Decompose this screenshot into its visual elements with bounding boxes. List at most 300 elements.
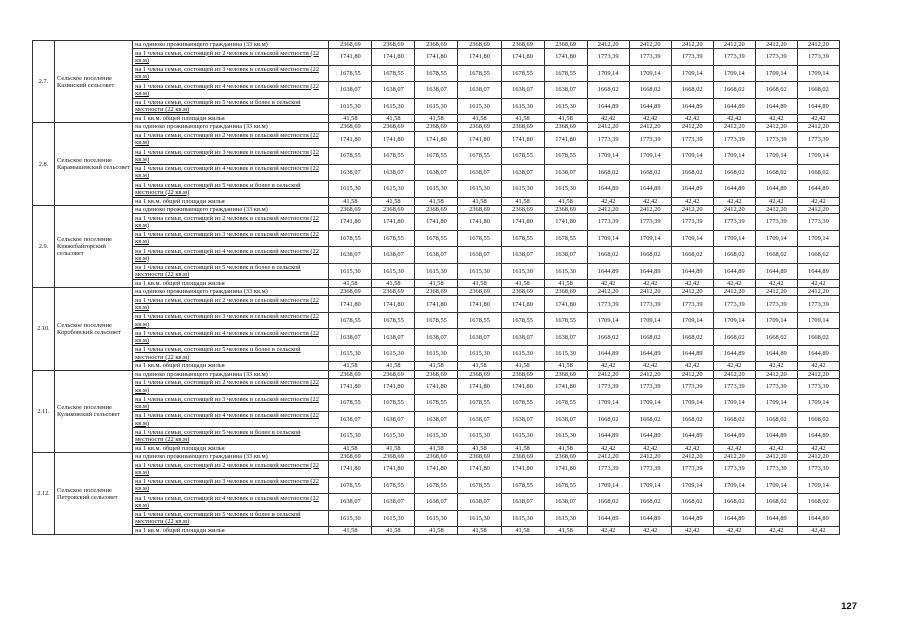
value-cell: 41,58	[415, 362, 458, 370]
value-cell: 41,58	[329, 115, 372, 123]
value-cell: 42,42	[713, 527, 755, 535]
value-cell: 1615,30	[329, 181, 372, 198]
page-number: 127	[841, 601, 857, 612]
value-cell: 2368,69	[544, 288, 587, 296]
value-cell: 1668,02	[713, 411, 755, 428]
value-cell: 2412,20	[755, 288, 797, 296]
value-cell: 2368,69	[329, 41, 372, 49]
document-page	[32, 40, 840, 535]
value-cell: 42,42	[671, 362, 713, 370]
value-cell: 1615,30	[415, 263, 458, 280]
value-cell: 1644,89	[587, 428, 629, 445]
value-cell: 2412,20	[755, 205, 797, 213]
value-cell: 2412,20	[587, 41, 629, 49]
value-cell: 1615,30	[415, 181, 458, 198]
value-cell: 1638,07	[372, 494, 415, 511]
value-cell: 2412,20	[629, 41, 671, 49]
value-cell: 1644,89	[755, 510, 797, 527]
value-cell: 1638,07	[329, 411, 372, 428]
value-cell: 1644,89	[587, 510, 629, 527]
row-label: на 1 члена семьи, состоящей из 5 человек и более в сельской местности (22 кв.м)	[133, 510, 329, 527]
value-cell: 1773,39	[671, 296, 713, 313]
value-cell: 1638,07	[458, 411, 501, 428]
table-row	[33, 494, 840, 511]
row-label: на 1 члена семьи, состоящей из 4 человек в сельской местности (22 кв.м)	[133, 411, 329, 428]
value-cell: 1615,30	[458, 181, 501, 198]
value-cell: 41,58	[544, 444, 587, 452]
value-cell: 42,42	[587, 197, 629, 205]
row-label: на 1 члена семьи, состоящей из 5 человек и более в сельской местности (22 кв.м)	[133, 345, 329, 362]
table-row	[33, 329, 840, 346]
row-label: на 1 члена семьи, состоящей из 4 человек в сельской местности (22 кв.м)	[133, 247, 329, 264]
value-cell: 42,42	[755, 444, 797, 452]
value-cell: 1668,02	[587, 247, 629, 264]
value-cell: 1678,55	[501, 65, 544, 82]
value-cell: 1668,02	[713, 247, 755, 264]
value-cell: 1668,02	[587, 82, 629, 99]
table-row	[33, 164, 840, 181]
value-cell: 1644,89	[797, 428, 839, 445]
row-label: на 1 члена семьи, состоящей из 3 человек в сельской местности (22 кв.м)	[133, 395, 329, 412]
value-cell: 2368,69	[458, 453, 501, 461]
value-cell: 1741,80	[544, 296, 587, 313]
value-cell: 1678,55	[372, 395, 415, 412]
value-cell: 1644,89	[713, 510, 755, 527]
value-cell: 42,42	[797, 197, 839, 205]
value-cell: 1709,14	[671, 148, 713, 165]
value-cell: 1615,30	[372, 98, 415, 115]
value-cell: 1615,30	[501, 181, 544, 198]
value-cell: 41,58	[415, 280, 458, 288]
table-row	[33, 247, 840, 264]
table-row	[33, 296, 840, 313]
settlement-name: Сельское поселение Петровский сельсовет	[55, 453, 133, 535]
value-cell: 1741,80	[329, 49, 372, 66]
value-cell: 2412,20	[587, 453, 629, 461]
value-cell: 42,42	[755, 362, 797, 370]
value-cell: 1638,07	[415, 82, 458, 99]
value-cell: 1615,30	[372, 510, 415, 527]
value-cell: 1638,07	[415, 247, 458, 264]
value-cell: 1668,02	[587, 164, 629, 181]
value-cell: 2412,20	[797, 123, 839, 131]
value-cell: 42,42	[671, 527, 713, 535]
row-label: на 1 члена семьи, состоящей из 3 человек в сельской местности (22 кв.м)	[133, 312, 329, 329]
value-cell: 2368,69	[458, 205, 501, 213]
value-cell: 42,42	[713, 362, 755, 370]
value-cell: 1668,62	[797, 247, 839, 264]
value-cell: 1678,55	[501, 148, 544, 165]
value-cell: 2412,20	[797, 288, 839, 296]
value-cell: 1668,02	[629, 329, 671, 346]
value-cell: 1773,39	[755, 461, 797, 478]
value-cell: 1709,14	[797, 477, 839, 494]
value-cell: 1678,55	[458, 395, 501, 412]
value-cell: 1709,14	[713, 312, 755, 329]
value-cell: 1644,89	[587, 345, 629, 362]
settlement-name: Сельское поселение Карамышевский сельсовет	[55, 123, 133, 205]
value-cell: 1773,39	[755, 131, 797, 148]
value-cell: 42,42	[755, 527, 797, 535]
value-cell: 1644,89	[629, 345, 671, 362]
value-cell: 2368,69	[458, 41, 501, 49]
value-cell: 2368,69	[372, 123, 415, 131]
value-cell: 1741,80	[329, 296, 372, 313]
value-cell: 1615,30	[458, 98, 501, 115]
value-cell: 1741,80	[501, 131, 544, 148]
value-cell: 1709,14	[713, 148, 755, 165]
value-cell: 1615,30	[544, 510, 587, 527]
value-cell: 1709,14	[587, 230, 629, 247]
value-cell: 1668,02	[797, 164, 839, 181]
value-cell: 1678,55	[372, 65, 415, 82]
value-cell: 1615,30	[329, 428, 372, 445]
section-index: 2.8.	[33, 123, 55, 205]
value-cell: 1644,89	[671, 510, 713, 527]
value-cell: 1644,89	[587, 263, 629, 280]
value-cell: 42,42	[713, 280, 755, 288]
value-cell: 1678,55	[415, 395, 458, 412]
row-label: на 1 кв.м. общей площади жилья	[133, 197, 329, 205]
value-cell: 1678,55	[458, 148, 501, 165]
value-cell: 2368,69	[501, 205, 544, 213]
table-row	[33, 82, 840, 99]
value-cell: 1773,39	[797, 378, 839, 395]
value-cell: 1773,39	[797, 214, 839, 231]
value-cell: 1678,55	[544, 395, 587, 412]
value-cell: 2368,69	[329, 205, 372, 213]
value-cell: 42,42	[755, 115, 797, 123]
value-cell: 1773,39	[755, 378, 797, 395]
value-cell: 41,58	[372, 280, 415, 288]
value-cell: 1709,14	[671, 395, 713, 412]
value-cell: 1638,07	[458, 164, 501, 181]
table-row	[33, 230, 840, 247]
value-cell: 41,58	[372, 362, 415, 370]
value-cell: 2368,69	[544, 123, 587, 131]
value-cell: 1678,55	[372, 148, 415, 165]
value-cell: 1644,89	[671, 181, 713, 198]
row-label: на 1 члена семьи, состоящей из 5 человек и более в сельской местности (22 кв.м)	[133, 181, 329, 198]
value-cell: 1638,07	[415, 494, 458, 511]
value-cell: 2368,69	[458, 123, 501, 131]
value-cell: 1615,30	[329, 510, 372, 527]
value-cell: 2412,20	[587, 123, 629, 131]
value-cell: 42,42	[797, 280, 839, 288]
table-row	[33, 41, 840, 49]
value-cell: 1773,39	[629, 378, 671, 395]
table-row	[33, 411, 840, 428]
value-cell: 2368,69	[372, 370, 415, 378]
value-cell: 2412,20	[797, 205, 839, 213]
table-row	[33, 453, 840, 461]
value-cell: 1615,30	[501, 263, 544, 280]
value-cell: 42,42	[587, 527, 629, 535]
value-cell: 1773,39	[587, 378, 629, 395]
value-cell: 1638,07	[501, 247, 544, 264]
value-cell: 1709,14	[755, 148, 797, 165]
value-cell: 1615,30	[415, 345, 458, 362]
value-cell: 1644,89	[629, 181, 671, 198]
value-cell: 1773,39	[671, 378, 713, 395]
value-cell: 1741,80	[501, 461, 544, 478]
row-label: на 1 члена семьи, состоящей из 4 человек в сельской местности (22 кв.м)	[133, 82, 329, 99]
value-cell: 42,42	[671, 197, 713, 205]
table-row	[33, 263, 840, 280]
value-cell: 1773,39	[629, 131, 671, 148]
value-cell: 1615,30	[501, 510, 544, 527]
value-cell: 1709,14	[629, 65, 671, 82]
value-cell: 2368,69	[329, 123, 372, 131]
value-cell: 1615,30	[415, 428, 458, 445]
row-label: на 1 члена семьи, состоящей из 4 человек в сельской местности (22 кв.м)	[133, 494, 329, 511]
value-cell: 1678,55	[329, 395, 372, 412]
value-cell: 1773,39	[671, 131, 713, 148]
value-cell: 2368,69	[329, 453, 372, 461]
value-cell: 1709,14	[629, 148, 671, 165]
value-cell: 1644,89	[797, 181, 839, 198]
value-cell: 1709,14	[629, 230, 671, 247]
value-cell: 41,58	[415, 527, 458, 535]
table-row	[33, 205, 840, 213]
value-cell: 1709,14	[671, 312, 713, 329]
value-cell: 1741,80	[458, 296, 501, 313]
value-cell: 1678,55	[372, 230, 415, 247]
value-cell: 1644,89	[797, 98, 839, 115]
value-cell: 1741,80	[372, 214, 415, 231]
value-cell: 1709,14	[755, 230, 797, 247]
value-cell: 42,42	[629, 444, 671, 452]
value-cell: 2368,69	[415, 205, 458, 213]
value-cell: 1773,39	[587, 49, 629, 66]
value-cell: 1678,55	[544, 65, 587, 82]
value-cell: 1773,39	[587, 131, 629, 148]
value-cell: 1644,89	[587, 181, 629, 198]
value-cell: 2368,69	[544, 205, 587, 213]
row-label: на одиноко проживающего гражданина (33 кв.м)	[133, 288, 329, 296]
table-row	[33, 280, 840, 288]
value-cell: 1615,30	[372, 345, 415, 362]
value-cell: 1615,30	[329, 98, 372, 115]
row-label: на одиноко проживающего гражданина (33 кв.м)	[133, 205, 329, 213]
value-cell: 1668,02	[629, 82, 671, 99]
value-cell: 1615,30	[544, 263, 587, 280]
value-cell: 1668,02	[713, 164, 755, 181]
value-cell: 2368,69	[544, 41, 587, 49]
value-cell: 1668,02	[629, 494, 671, 511]
value-cell: 2412,20	[629, 123, 671, 131]
value-cell: 1615,30	[372, 428, 415, 445]
value-cell: 41,58	[415, 197, 458, 205]
value-cell: 2412,20	[713, 453, 755, 461]
row-label: на 1 члена семьи, состоящей из 5 человек и более в сельской местности (22 кв.м)	[133, 98, 329, 115]
value-cell: 1741,80	[415, 461, 458, 478]
value-cell: 1638,07	[501, 411, 544, 428]
value-cell: 2412,20	[629, 370, 671, 378]
value-cell: 1668,02	[671, 329, 713, 346]
value-cell: 1741,80	[501, 214, 544, 231]
value-cell: 1638,07	[501, 82, 544, 99]
value-cell: 1644,89	[671, 263, 713, 280]
value-cell: 2412,20	[629, 205, 671, 213]
value-cell: 1644,89	[755, 181, 797, 198]
value-cell: 1615,30	[501, 345, 544, 362]
value-cell: 1741,80	[501, 49, 544, 66]
value-cell: 42,42	[629, 527, 671, 535]
value-cell: 1638,07	[329, 329, 372, 346]
value-cell: 41,58	[544, 197, 587, 205]
section-index: 2.7.	[33, 41, 55, 123]
value-cell: 2368,69	[501, 123, 544, 131]
value-cell: 2368,69	[415, 41, 458, 49]
row-label: на одиноко проживающего гражданина (33 кв.м)	[133, 453, 329, 461]
value-cell: 1668,02	[797, 329, 839, 346]
value-cell: 1741,80	[501, 296, 544, 313]
value-cell: 1615,30	[544, 345, 587, 362]
value-cell: 1741,80	[544, 378, 587, 395]
value-cell: 2412,20	[587, 205, 629, 213]
value-cell: 1644,89	[671, 428, 713, 445]
value-cell: 1773,39	[629, 49, 671, 66]
value-cell: 1773,39	[755, 214, 797, 231]
value-cell: 1773,39	[713, 296, 755, 313]
table-row	[33, 510, 840, 527]
value-cell: 1709,14	[797, 395, 839, 412]
value-cell: 1773,39	[587, 461, 629, 478]
value-cell: 1668,02	[671, 82, 713, 99]
value-cell: 1741,80	[329, 214, 372, 231]
value-cell: 42,42	[587, 280, 629, 288]
value-cell: 2368,69	[501, 453, 544, 461]
value-cell: 1668,02	[629, 247, 671, 264]
value-cell: 1678,55	[544, 312, 587, 329]
value-cell: 1678,55	[458, 477, 501, 494]
value-cell: 2412,20	[755, 370, 797, 378]
value-cell: 1773,39	[629, 296, 671, 313]
value-cell: 1644,89	[629, 510, 671, 527]
value-cell: 1741,80	[458, 461, 501, 478]
value-cell: 41,58	[415, 115, 458, 123]
settlement-name: Сельское поселение Коробовский сельсовет	[55, 288, 133, 370]
value-cell: 1668,02	[713, 329, 755, 346]
row-label: на 1 члена семьи, состоящей из 3 человек в сельской местности (22 кв.м)	[133, 65, 329, 82]
value-cell: 42,42	[671, 115, 713, 123]
value-cell: 2368,69	[372, 41, 415, 49]
table-row	[33, 288, 840, 296]
value-cell: 1678,55	[329, 65, 372, 82]
value-cell: 1668,02	[713, 494, 755, 511]
value-cell: 1678,55	[501, 395, 544, 412]
value-cell: 42,42	[797, 362, 839, 370]
value-cell: 1741,80	[458, 378, 501, 395]
value-cell: 1709,14	[755, 312, 797, 329]
value-cell: 1741,80	[501, 378, 544, 395]
table-row	[33, 527, 840, 535]
value-cell: 1709,14	[713, 230, 755, 247]
value-cell: 2412,20	[797, 453, 839, 461]
table-row	[33, 461, 840, 478]
table-row	[33, 197, 840, 205]
table-body	[33, 41, 840, 535]
value-cell: 42,42	[629, 115, 671, 123]
value-cell: 2368,69	[458, 288, 501, 296]
value-cell: 1668,02	[629, 411, 671, 428]
value-cell: 1709,14	[797, 312, 839, 329]
value-cell: 1644,89	[629, 428, 671, 445]
section-index: 2.9.	[33, 205, 55, 287]
value-cell: 1709,14	[671, 477, 713, 494]
value-cell: 1668,02	[587, 411, 629, 428]
value-cell: 1773,39	[797, 49, 839, 66]
value-cell: 1644,89	[755, 263, 797, 280]
value-cell: 1615,30	[372, 263, 415, 280]
value-cell: 1638,07	[329, 82, 372, 99]
value-cell: 42,42	[755, 280, 797, 288]
value-cell: 1638,07	[544, 329, 587, 346]
row-label: на одиноко проживающего гражданина (33 кв.м)	[133, 123, 329, 131]
tariff-table	[32, 40, 840, 535]
value-cell: 41,58	[458, 197, 501, 205]
value-cell: 42,42	[755, 197, 797, 205]
value-cell: 1644,89	[587, 98, 629, 115]
value-cell: 2412,20	[629, 288, 671, 296]
row-label: на 1 члена семьи, состоящей из 2 человек в сельской местности (22 кв.м)	[133, 214, 329, 231]
value-cell: 1668,02	[755, 329, 797, 346]
value-cell: 41,58	[415, 444, 458, 452]
value-cell: 2412,20	[587, 370, 629, 378]
value-cell: 1644,89	[713, 98, 755, 115]
row-label: на 1 кв.м. общей площади жилья	[133, 115, 329, 123]
row-label: на 1 члена семьи, состоящей из 4 человек в сельской местности (22 кв.м)	[133, 164, 329, 181]
value-cell: 1638,07	[329, 494, 372, 511]
value-cell: 41,58	[458, 280, 501, 288]
value-cell: 2412,20	[713, 123, 755, 131]
value-cell: 1741,80	[458, 214, 501, 231]
value-cell: 1615,30	[415, 510, 458, 527]
value-cell: 1678,55	[501, 312, 544, 329]
value-cell: 1773,39	[587, 214, 629, 231]
value-cell: 41,58	[458, 444, 501, 452]
value-cell: 1638,07	[501, 494, 544, 511]
value-cell: 2412,20	[629, 453, 671, 461]
table-row	[33, 444, 840, 452]
value-cell: 1678,55	[329, 312, 372, 329]
value-cell: 1773,39	[797, 296, 839, 313]
value-cell: 1615,30	[458, 263, 501, 280]
value-cell: 1678,55	[458, 312, 501, 329]
value-cell: 41,58	[544, 527, 587, 535]
value-cell: 1773,39	[797, 131, 839, 148]
value-cell: 1773,39	[755, 296, 797, 313]
settlement-name: Сельское поселение Княжебайгорский сельсовет	[55, 205, 133, 287]
value-cell: 1644,89	[713, 345, 755, 362]
value-cell: 1668,02	[797, 494, 839, 511]
value-cell: 1644,89	[797, 345, 839, 362]
value-cell: 1678,55	[329, 230, 372, 247]
value-cell: 2368,69	[372, 288, 415, 296]
value-cell: 1644,89	[797, 510, 839, 527]
row-label: на 1 члена семьи, состоящей из 3 человек в сельской местности (22 кв.м)	[133, 230, 329, 247]
value-cell: 41,58	[544, 115, 587, 123]
value-cell: 2368,69	[372, 453, 415, 461]
value-cell: 1741,80	[329, 378, 372, 395]
value-cell: 1741,80	[544, 131, 587, 148]
value-cell: 2412,20	[797, 41, 839, 49]
value-cell: 42,42	[713, 444, 755, 452]
row-label: на 1 кв.м. общей площади жилья	[133, 527, 329, 535]
value-cell: 1773,39	[671, 214, 713, 231]
value-cell: 1615,30	[501, 98, 544, 115]
